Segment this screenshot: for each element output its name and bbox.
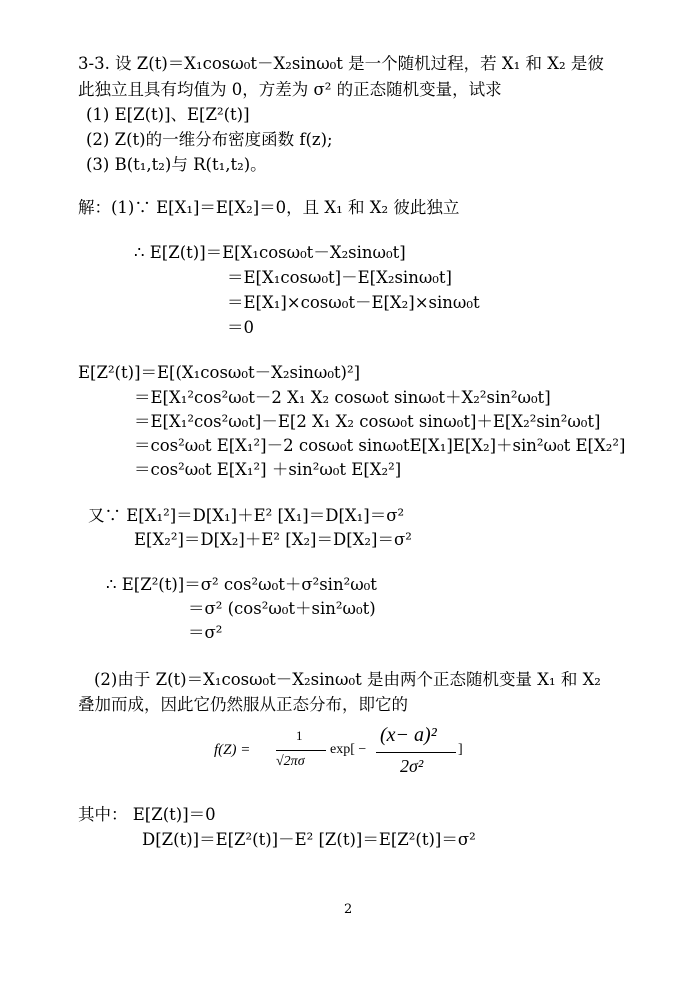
- therefore-line-2: ＝σ² (cos²ω₀t＋sin²ω₀t): [188, 599, 376, 618]
- formula-denominator-1: √2πσ: [276, 754, 305, 769]
- where-line-2: D[Z(t)]＝E[Z²(t)]－E² [Z(t)]＝E[Z²(t)]＝σ²: [142, 830, 476, 849]
- formula-numerator-1: 1: [296, 728, 303, 743]
- fraction-bar-1: [276, 750, 326, 751]
- therefore-line-3: ＝σ²: [188, 623, 223, 642]
- ez2-line-4: ＝cos²ω₀t E[X₁²]－2 cosω₀t sinω₀tE[X₁]E[X₂]＋sin²ω₀t E[X₂²]: [134, 436, 626, 455]
- fraction-bar-2: [376, 752, 456, 753]
- formula-numerator-2: (x− a)²: [380, 724, 437, 746]
- formula-close-bracket: ]: [458, 742, 463, 757]
- where-line-1: 其中： E[Z(t)]＝0: [78, 805, 216, 824]
- therefore-line-1: ∴ E[Z²(t)]＝σ² cos²ω₀t＋σ²sin²ω₀t: [106, 575, 377, 594]
- formula-exp: exp[ −: [330, 742, 367, 757]
- also-line-1: 又∵ E[X₁²]＝D[X₁]＋E² [X₁]＝D[X₁]＝σ²: [88, 506, 405, 525]
- ez2-line-5: ＝cos²ω₀t E[X₁²] ＋sin²ω₀t E[X₂²]: [134, 460, 402, 479]
- question-3: (3) B(t₁,t₂)与 R(t₁,t₂)。: [86, 155, 267, 174]
- question-2: (2) Z(t)的一维分布密度函数 f(z);: [86, 130, 333, 149]
- problem-line-2: 此独立且具有均值为 0，方差为 σ² 的正态随机变量，试求: [78, 80, 502, 99]
- part2-line-1: (2)由于 Z(t)＝X₁cosω₀t－X₂sinω₀t 是由两个正态随机变量 X₁ 和 X₂: [94, 670, 601, 689]
- part2-line-2: 叠加而成，因此它仍然服从正态分布，即它的: [78, 695, 408, 714]
- density-formula: [212, 724, 482, 784]
- question-1: (1) E[Z(t)]、E[Z²(t)]: [86, 105, 250, 124]
- ez2-line-2: ＝E[X₁²cos²ω₀t－2 X₁ X₂ cosω₀t sinω₀t＋X₂²sin²ω₀t]: [134, 388, 551, 407]
- page-number: 2: [344, 902, 353, 917]
- formula-lhs: f(Z) =: [214, 742, 251, 758]
- ez-line-3: ＝E[X₁]×cosω₀t－E[X₂]×sinω₀t: [227, 293, 480, 312]
- ez-line-1: ∴ E[Z(t)]＝E[X₁cosω₀t－X₂sinω₀t]: [134, 243, 406, 262]
- also-line-2: E[X₂²]＝D[X₂]＋E² [X₂]＝D[X₂]＝σ²: [134, 530, 412, 549]
- problem-line-1: 3-3. 设 Z(t)＝X₁cosω₀t－X₂sinω₀t 是一个随机过程，若 X₁ 和 X₂ 是彼: [78, 54, 604, 73]
- ez-line-4: ＝0: [227, 318, 254, 337]
- solution-intro: 解：(1)∵ E[X₁]＝E[X₂]＝0，且 X₁ 和 X₂ 彼此独立: [78, 198, 460, 217]
- ez2-line-1: E[Z²(t)]＝E[(X₁cosω₀t－X₂sinω₀t)²]: [78, 363, 361, 382]
- formula-denominator-2: 2σ²: [400, 756, 424, 776]
- ez-line-2: ＝E[X₁cosω₀t]－E[X₂sinω₀t]: [227, 268, 452, 287]
- ez2-line-3: ＝E[X₁²cos²ω₀t]－E[2 X₁ X₂ cosω₀t sinω₀t]＋E[X₂²sin²ω₀t]: [134, 412, 601, 431]
